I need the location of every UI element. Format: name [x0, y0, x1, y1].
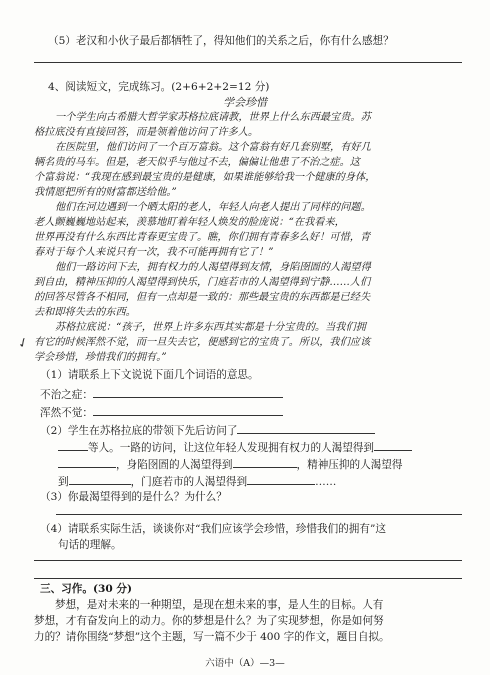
ellipsis: …… — [315, 476, 337, 488]
pen-mark-icon: ✓ — [15, 334, 32, 353]
question-5: （5）老汉和小伙子最后都牺牲了，得知他们的关系之后，你有什么感想？ — [48, 35, 394, 47]
passage-line: 一个学生向古希腊大哲学家苏格拉底请教，世界上什么东西最宝贵。苏 — [55, 112, 371, 123]
passage-line: 我情愿把所有的财富都送给他。” — [34, 187, 177, 198]
question-2-row-2 — [40, 439, 462, 455]
section-4-header: 4、阅读短文，完成练习。(2+6+2+2=12 分) — [48, 81, 270, 93]
question-2-text: （2）学生在苏格拉底的带领下先后访问了 — [40, 425, 238, 437]
passage-line: 去和即将失去的东西。 — [34, 307, 136, 318]
passage-line: 个富翁说：“我现在感到最宝贵的是健康，如果谁能够给我一个健康的身体， — [34, 172, 376, 183]
question-2-text: ，身陷囹圄的人渴望得到 — [116, 459, 233, 471]
passage-line: 他们一路访问下去，拥有权力的人渴望得到友情，身陷囹圄的人渴望得 — [55, 262, 371, 273]
question-2-text: ，精神压抑的人渴望得 — [296, 459, 403, 471]
answer-blank[interactable] — [93, 386, 283, 398]
answer-blank[interactable] — [237, 422, 375, 434]
passage-line: 到自由，精神压抑的人渴望得到快乐，门庭若市的人渴望得到宁静……人们 — [34, 277, 371, 288]
passage-line: 他们在河边遇到一个晒太阳的老人，年轻人向老人提出了同样的问题。 — [55, 202, 371, 213]
essay-prompt-line: 梦想，是对未来的一种期望，是现在想未来的事，是人生的目标。人有 — [55, 599, 384, 611]
question-1: （1）请联系上下文说说下面几个词语的意思。 — [40, 369, 259, 381]
question-4-line-2: 句话的理解。 — [58, 539, 122, 551]
question-4-line-1: （4）请联系实际生活，谈谈你对“我们应该学会珍惜，珍惜我们的拥有”这 — [40, 523, 386, 535]
term-2-row — [40, 404, 462, 420]
answer-blank[interactable] — [374, 439, 412, 451]
essay-prompt-line: 力的？请你围绕“梦想”这个主题，写一篇不少于 400 字的作文，题目自拟。 — [34, 631, 390, 643]
passage-line: 有它的时候浑然不觉，而一旦失去它，便感到它的宝贵了。所以，我们应该 — [34, 337, 371, 348]
section-3-header: 三、习作。(30 分) — [40, 583, 133, 595]
answer-blank[interactable] — [247, 473, 315, 485]
passage-line: 老人颤巍巍地站起来，羡慕地盯着年轻人焕发的脸庞说：“在我看来， — [34, 217, 345, 228]
passage-title: 学会珍惜 — [223, 96, 267, 109]
question-3: （3）你最渴望得到的是什么？为什么？ — [40, 491, 227, 503]
term-1-row — [40, 386, 462, 402]
question-2-row-1 — [40, 422, 462, 438]
passage-line: 在医院里，他们访问了一个百万富翁。这个富翁有好几套别墅，有好几 — [55, 142, 371, 153]
passage-line: 的回答尽管各不相同，但有一点却是一致的：那些最宝贵的东西都是已经失 — [34, 292, 371, 303]
passage-line: 春对于每个人来说只有一次，我不可能再拥有它了！” — [34, 247, 274, 258]
essay-prompt-line: 梦想，才有奋发向上的动力。你的梦想是什么？为了实现梦想，你是如何努 — [34, 615, 384, 627]
question-2-text: 等人。一路的访问，让这位年轻人发现拥有权力的人渴望得到 — [88, 442, 375, 454]
passage-line: 学会珍惜，珍惜我们的拥有。” — [34, 352, 167, 363]
term-1-label: 不治之症： — [40, 389, 93, 401]
answer-line[interactable] — [34, 578, 462, 579]
answer-blank[interactable] — [233, 456, 297, 468]
answer-blank[interactable] — [58, 439, 88, 451]
question-2-row-3 — [40, 456, 462, 472]
page-footer: 六语中（A）—3— — [205, 658, 285, 669]
question-2-row-4 — [40, 473, 462, 489]
answer-blank[interactable] — [93, 404, 283, 416]
question-2-text: 到 — [58, 476, 69, 488]
answer-blank[interactable] — [58, 456, 116, 468]
question-2-text: ，门庭若市的人渴望得到 — [130, 476, 248, 488]
passage-line: 辆名贵的马车。但是，老天似乎与他过不去，偏偏让他患了不治之症。这 — [34, 157, 360, 168]
term-2-label: 浑然不觉： — [40, 407, 93, 419]
answer-line — [34, 62, 462, 63]
passage-line: 苏格拉底说：“孩子，世界上许多东西其实都是十分宝贵的。当我们拥 — [55, 322, 366, 333]
passage-line: 世界再没有什么东西比青春更宝贵了。瞧，你们拥有青春多么好！可惜，青 — [34, 232, 371, 243]
answer-blank[interactable] — [69, 473, 131, 485]
passage-line: 格拉底没有直接回答，而是领着他访问了许多人。 — [34, 127, 259, 138]
answer-line[interactable] — [56, 514, 462, 515]
answer-line[interactable] — [34, 560, 462, 561]
